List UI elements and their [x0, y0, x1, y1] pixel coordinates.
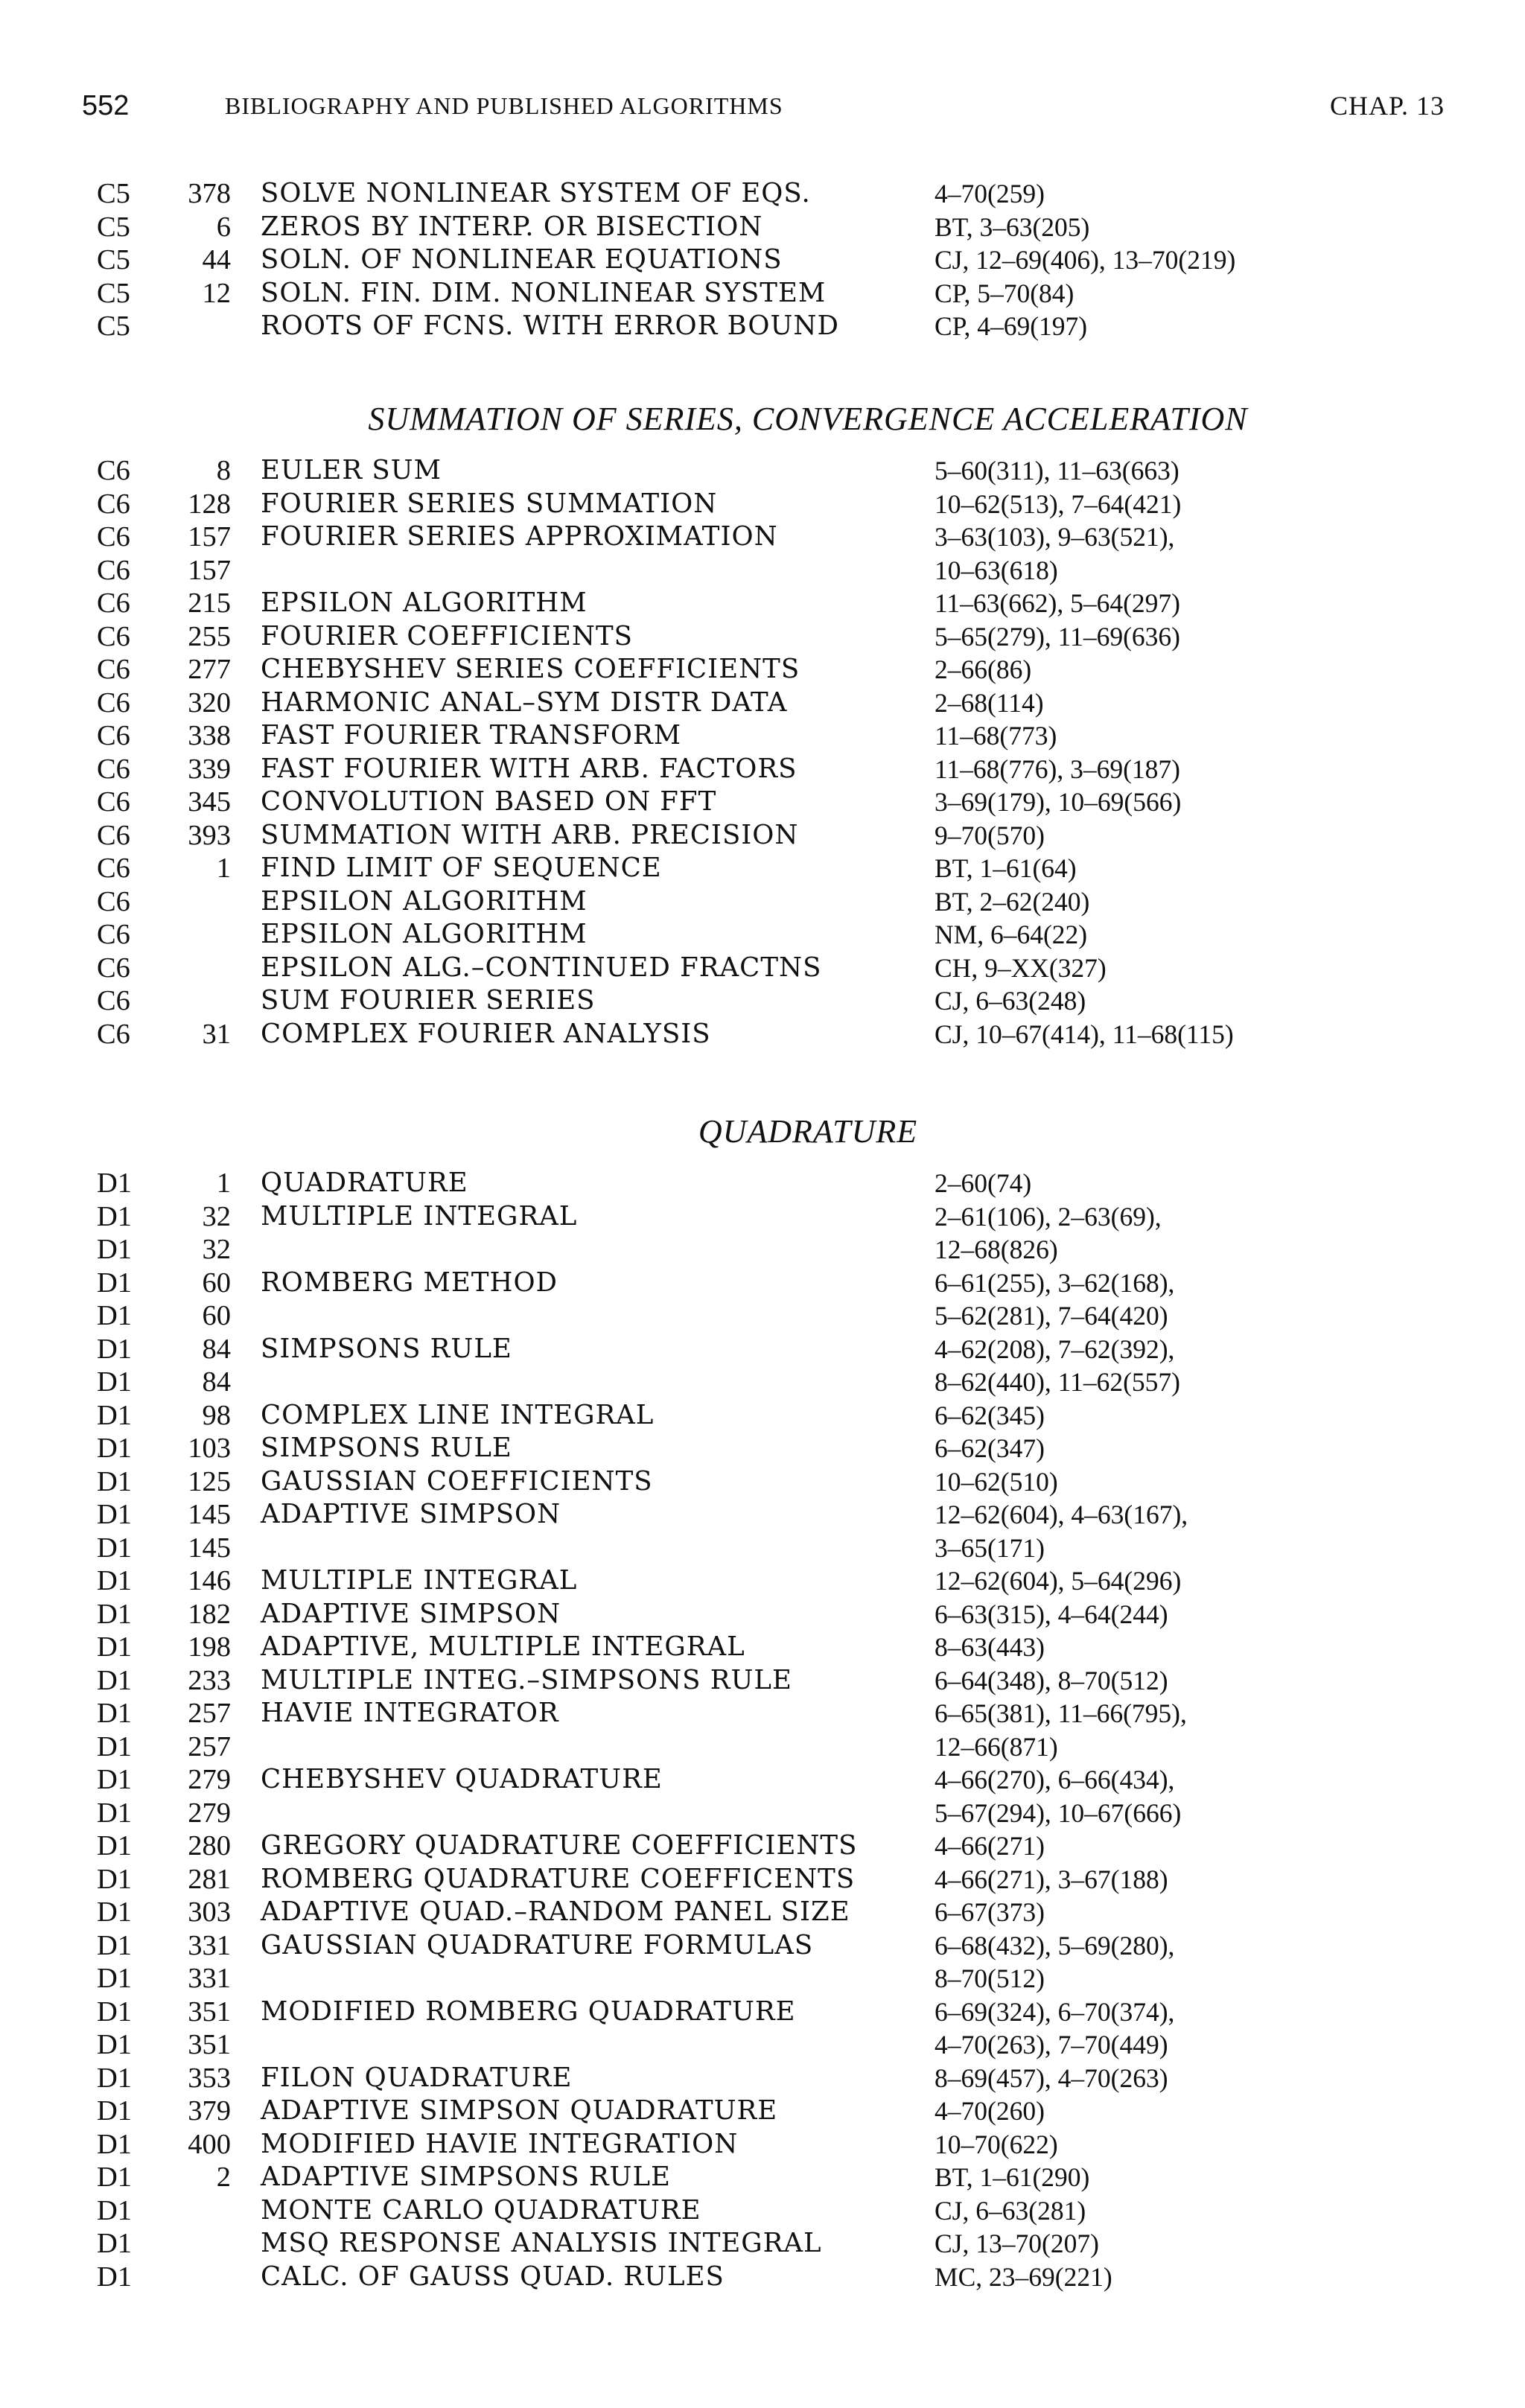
entry-category-code: D1 [97, 1300, 133, 1331]
entry-reference: 11–63(662), 5–64(297) [935, 588, 1180, 618]
entry-category-code: D1 [97, 2062, 133, 2094]
entry-reference: BT, 3–63(205) [935, 211, 1090, 242]
entry-row [97, 277, 1430, 310]
entry-row [97, 687, 1430, 720]
entry-reference: 8–69(457), 4–70(263) [935, 2063, 1168, 2093]
entry-row [97, 211, 1430, 244]
entry-algorithm-number: 233 [188, 1664, 231, 1696]
entry-algorithm-number: 1 [216, 1168, 231, 1199]
entry-category-code: C6 [97, 819, 130, 851]
entry-reference: 6–68(432), 5–69(280), [935, 1930, 1175, 1961]
entry-title: CALC. OF GAUSS QUAD. RULES [261, 2261, 725, 2292]
entry-reference: 10–63(618) [935, 555, 1058, 585]
entry-category-code: D1 [97, 2029, 133, 2060]
entry-reference: 2–68(114) [935, 687, 1044, 718]
entry-algorithm-number: 400 [188, 2128, 231, 2160]
entry-reference: 5–67(294), 10–67(666) [935, 1797, 1182, 1828]
entry-category-code: D1 [97, 2194, 133, 2226]
entry-title: EULER SUM [261, 455, 442, 485]
entry-category-code: D1 [97, 1598, 133, 1630]
entry-reference: 11–68(776), 3–69(187) [935, 754, 1180, 784]
entry-algorithm-number: 60 [202, 1300, 231, 1331]
entry-row [97, 1730, 1430, 1764]
entry-row [97, 984, 1430, 1018]
entry-title: FILON QUADRATURE [261, 2062, 573, 2093]
entry-row [97, 1829, 1430, 1863]
section-title-spacer [97, 1150, 1430, 1167]
entry-title: QUADRATURE [261, 1168, 468, 1198]
entry-reference: 6–64(348), 8–70(512) [935, 1665, 1168, 1695]
entry-reference: CJ, 12–69(406), 13–70(219) [935, 245, 1236, 275]
entry-title: SIMPSONS RULE [261, 1433, 512, 1463]
entry-row [97, 1366, 1430, 1399]
entry-algorithm-number: 280 [188, 1830, 231, 1861]
section-nonlinear-systems [97, 177, 1430, 343]
entry-category-code: C5 [97, 310, 130, 342]
entry-algorithm-number: 255 [188, 620, 231, 652]
entry-algorithm-number: 31 [202, 1018, 231, 1050]
entry-title: SUM FOURIER SERIES [261, 985, 596, 1016]
entry-row [97, 1929, 1430, 1963]
entry-reference: 12–62(604), 4–63(167), [935, 1500, 1188, 1529]
chapter-label: CHAP. 13 [1329, 91, 1445, 121]
entry-row [97, 1018, 1430, 1051]
entry-row [97, 1267, 1430, 1300]
entry-category-code: D1 [97, 1499, 133, 1530]
entry-row [97, 243, 1430, 277]
entry-category-code: C6 [97, 554, 130, 586]
entry-category-code: D1 [97, 1730, 133, 1762]
entry-reference: 5–60(311), 11–63(663) [935, 456, 1179, 485]
entry-reference: MC, 23–69(221) [935, 2261, 1112, 2292]
entry-category-code: C6 [97, 786, 130, 818]
entry-category-code: D1 [97, 1830, 133, 1861]
entry-title: CONVOLUTION BASED ON FFT [261, 786, 717, 817]
entry-category-code: D1 [97, 1433, 133, 1464]
entry-algorithm-number: 378 [188, 178, 231, 209]
entry-reference: BT, 2–62(240) [935, 886, 1090, 917]
entry-title: SUMMATION WITH ARB. PRECISION [261, 819, 799, 850]
entry-reference: 3–65(171) [935, 1532, 1045, 1563]
entry-title: SOLVE NONLINEAR SYSTEM OF EQS. [261, 178, 811, 208]
entry-title: ADAPTIVE SIMPSONS RULE [261, 2162, 671, 2192]
entry-reference: 3–69(179), 10–69(566) [935, 787, 1182, 817]
entry-reference: 8–62(440), 11–62(557) [935, 1367, 1180, 1397]
entry-row [97, 819, 1430, 853]
entry-row [97, 885, 1430, 919]
entry-reference: 2–60(74) [935, 1168, 1032, 1198]
entry-category-code: D1 [97, 1200, 133, 1232]
entry-reference: 9–70(570) [935, 820, 1045, 850]
entry-row [97, 2062, 1430, 2095]
entry-reference: 8–63(443) [935, 1632, 1045, 1662]
entry-title: MULTIPLE INTEGRAL [261, 1200, 578, 1232]
entry-reference: 5–62(281), 7–64(420) [935, 1301, 1168, 1331]
page-number: 552 [82, 90, 130, 121]
entry-algorithm-number: 198 [188, 1631, 231, 1663]
entry-category-code: D1 [97, 1465, 133, 1497]
entry-algorithm-number: 257 [188, 1698, 231, 1729]
entry-row [97, 1863, 1430, 1896]
entry-reference: 3–63(103), 9–63(521), [935, 522, 1175, 552]
entry-reference: 10–70(622) [935, 2129, 1058, 2159]
entry-algorithm-number: 320 [188, 687, 231, 719]
entry-category-code: D1 [97, 1698, 133, 1729]
entry-title: COMPLEX LINE INTEGRAL [261, 1399, 655, 1430]
entry-reference: 4–70(263), 7–70(449) [935, 2030, 1168, 2060]
entry-row [97, 786, 1430, 819]
entry-category-code: C6 [97, 985, 130, 1016]
entry-algorithm-number: 157 [188, 521, 231, 552]
entry-reference: 10–62(513), 7–64(421) [935, 488, 1182, 519]
entry-algorithm-number: 1 [216, 853, 231, 884]
entry-category-code: D1 [97, 1234, 133, 1265]
entry-reference: 12–66(871) [935, 1731, 1058, 1762]
entry-algorithm-number: 2 [216, 2162, 231, 2193]
entry-row [97, 1299, 1430, 1333]
entry-title: ROMBERG QUADRATURE COEFFICENTS [261, 1863, 856, 1894]
entry-algorithm-number: 32 [202, 1200, 231, 1232]
entry-reference: 4–66(270), 6–66(434), [935, 1765, 1175, 1794]
entry-reference: 6–61(255), 3–62(168), [935, 1267, 1175, 1298]
entry-row [97, 1598, 1430, 1631]
entry-algorithm-number: 351 [188, 2029, 231, 2060]
entry-reference: 10–62(510) [935, 1466, 1058, 1497]
entry-title: FIND LIMIT OF SEQUENCE [261, 853, 662, 883]
entry-reference: 6–65(381), 11–66(795), [935, 1698, 1187, 1728]
entry-category-code: D1 [97, 1664, 133, 1696]
entry-reference: 12–68(826) [935, 1235, 1058, 1264]
entry-row [97, 1532, 1430, 1565]
entry-reference: NM, 6–64(22) [935, 920, 1088, 949]
entry-category-code: D1 [97, 1963, 133, 1994]
entry-title: HARMONIC ANAL–SYM DISTR DATA [261, 687, 788, 718]
entry-category-code: D1 [97, 1333, 133, 1365]
entry-category-code: C6 [97, 587, 130, 619]
entry-reference: 4–70(259) [935, 179, 1045, 208]
entry-reference: 4–66(271), 3–67(188) [935, 1864, 1168, 1894]
entry-title: ADAPTIVE QUAD.–RANDOM PANEL SIZE [261, 1896, 850, 1927]
running-title: BIBLIOGRAPHY AND PUBLISHED ALGORITHMS [225, 92, 783, 119]
entry-algorithm-number: 331 [188, 1963, 231, 1994]
entry-title: MULTIPLE INTEGRAL [261, 1565, 578, 1596]
entry-row [97, 2028, 1430, 2062]
entry-row [97, 1564, 1430, 1598]
entry-title: HAVIE INTEGRATOR [261, 1698, 559, 1728]
entry-algorithm-number: 303 [188, 1896, 231, 1928]
entry-algorithm-number: 12 [202, 277, 231, 309]
entry-algorithm-number: 8 [216, 455, 231, 486]
section-title: QUADRATURE [698, 1113, 918, 1150]
entry-row [97, 719, 1430, 753]
entry-algorithm-number: 393 [188, 819, 231, 851]
entry-row [97, 1432, 1430, 1465]
entry-category-code: C5 [97, 277, 130, 309]
entry-row [97, 1697, 1430, 1730]
entry-algorithm-number: 6 [216, 211, 231, 243]
entry-category-code: C5 [97, 178, 130, 209]
entry-category-code: C6 [97, 919, 130, 950]
entry-reference: 6–67(373) [935, 1897, 1045, 1927]
entry-title: CHEBYSHEV SERIES COEFFICIENTS [261, 654, 800, 684]
entry-algorithm-number: 146 [188, 1565, 231, 1596]
entry-category-code: D1 [97, 2162, 133, 2193]
entry-algorithm-number: 281 [188, 1863, 231, 1895]
entry-category-code: C6 [97, 853, 130, 884]
entry-reference: CJ, 6–63(248) [935, 986, 1086, 1016]
entry-title: SIMPSONS RULE [261, 1333, 512, 1364]
entry-title: ADAPTIVE SIMPSON [261, 1598, 561, 1629]
entry-reference: CP, 4–69(197) [935, 311, 1088, 341]
entry-row [97, 2227, 1430, 2261]
entry-reference: 6–62(347) [935, 1433, 1045, 1463]
entry-reference: CJ, 6–63(281) [935, 2195, 1086, 2226]
entry-category-code: C6 [97, 687, 130, 719]
entry-category-code: D1 [97, 1565, 133, 1596]
entry-algorithm-number: 215 [188, 587, 231, 619]
entry-title: MSQ RESPONSE ANALYSIS INTEGRAL [261, 2228, 822, 2258]
entry-algorithm-number: 44 [202, 244, 231, 275]
entry-reference: 12–62(604), 5–64(296) [935, 1566, 1182, 1596]
entry-reference: CJ, 10–67(414), 11–68(115) [935, 1019, 1234, 1049]
entry-algorithm-number: 157 [188, 554, 231, 586]
entry-reference: 2–66(86) [935, 654, 1032, 684]
entry-category-code: C6 [97, 654, 130, 685]
section-quadrature [97, 1113, 1430, 2293]
entry-category-code: D1 [97, 1797, 133, 1829]
entry-title: GAUSSIAN COEFFICIENTS [261, 1465, 653, 1497]
entry-title: ADAPTIVE SIMPSON [261, 1499, 561, 1529]
entry-title: FAST FOURIER WITH ARB. FACTORS [261, 753, 797, 784]
entry-row [97, 1631, 1430, 1664]
entry-reference: CP, 5–70(84) [935, 278, 1074, 308]
section-title-spacer [97, 438, 1430, 454]
entry-row [97, 177, 1430, 211]
entry-algorithm-number: 103 [188, 1433, 231, 1464]
entry-row [97, 918, 1430, 952]
entry-row [97, 1763, 1430, 1797]
entry-row [97, 520, 1430, 554]
entry-category-code: D1 [97, 1863, 133, 1895]
entry-category-code: D1 [97, 1267, 133, 1299]
running-header [82, 83, 1445, 128]
entry-category-code: C6 [97, 620, 130, 652]
entry-title: COMPLEX FOURIER ANALYSIS [261, 1018, 711, 1049]
entry-reference: 4–66(271) [935, 1831, 1045, 1861]
entry-row [97, 310, 1430, 343]
entry-category-code: C6 [97, 521, 130, 552]
entry-category-code: D1 [97, 2228, 133, 2259]
entry-title: ADAPTIVE SIMPSON QUADRATURE [261, 2095, 778, 2126]
entry-row [97, 2261, 1430, 2294]
entry-category-code: D1 [97, 1168, 133, 1199]
entry-title: SOLN. OF NONLINEAR EQUATIONS [261, 244, 783, 275]
entry-row [97, 488, 1430, 521]
entry-title: GAUSSIAN QUADRATURE FORMULAS [261, 1929, 814, 1961]
entry-reference: 4–62(208), 7–62(392), [935, 1334, 1175, 1364]
entry-title: FOURIER SERIES APPROXIMATION [261, 521, 778, 552]
entry-algorithm-number: 98 [202, 1399, 231, 1431]
entry-row [97, 1962, 1430, 1995]
entry-algorithm-number: 351 [188, 1995, 231, 2028]
entry-reference: CH, 9–XX(327) [935, 952, 1107, 983]
entry-category-code: C5 [97, 211, 130, 243]
entry-reference: 11–68(773) [935, 721, 1057, 751]
entry-title: MONTE CARLO QUADRATURE [261, 2194, 701, 2226]
entry-title: SOLN. FIN. DIM. NONLINEAR SYSTEM [261, 277, 827, 308]
entry-category-code: C6 [97, 1018, 130, 1050]
entry-title: GREGORY QUADRATURE COEFFICIENTS [261, 1830, 858, 1861]
entry-algorithm-number: 338 [188, 720, 231, 751]
entry-row [97, 1399, 1430, 1433]
entry-algorithm-number: 60 [202, 1267, 231, 1299]
entry-reference: BT, 1–61(290) [935, 2162, 1090, 2192]
entry-title: MODIFIED HAVIE INTEGRATION [261, 2128, 739, 2159]
entry-row [97, 1167, 1430, 1200]
entry-title: FOURIER SERIES SUMMATION [261, 488, 718, 519]
entry-algorithm-number: 84 [202, 1333, 231, 1365]
entry-algorithm-number: 84 [202, 1366, 231, 1398]
entry-row [97, 1896, 1430, 1929]
entry-title: ZEROS BY INTERP. OR BISECTION [261, 211, 763, 242]
entry-algorithm-number: 257 [188, 1730, 231, 1762]
entry-reference: 4–70(260) [935, 2096, 1045, 2126]
entry-category-code: C6 [97, 720, 130, 751]
entry-algorithm-number: 145 [188, 1499, 231, 1530]
entry-algorithm-number: 125 [188, 1465, 231, 1497]
entry-title: ROMBERG METHOD [261, 1267, 558, 1298]
entry-algorithm-number: 331 [188, 1929, 231, 1961]
entry-row [97, 454, 1430, 488]
entry-row [97, 2128, 1430, 2162]
entry-reference: BT, 1–61(64) [935, 853, 1077, 883]
entry-category-code: D1 [97, 2095, 133, 2127]
entry-category-code: C6 [97, 753, 130, 785]
entry-algorithm-number: 128 [188, 488, 231, 520]
entry-category-code: C6 [97, 885, 130, 917]
entry-category-code: D1 [97, 1399, 133, 1431]
entry-category-code: D1 [97, 1929, 133, 1961]
entry-row [97, 554, 1430, 587]
entry-row [97, 1333, 1430, 1366]
entry-title: MULTIPLE INTEG.–SIMPSONS RULE [261, 1664, 792, 1695]
entry-category-code: D1 [97, 1764, 133, 1795]
entry-row [97, 753, 1430, 786]
entry-reference: CJ, 13–70(207) [935, 2229, 1099, 2258]
entry-reference: 6–69(324), 6–70(374), [935, 1996, 1175, 2027]
entry-category-code: D1 [97, 1995, 133, 2028]
section-summation-of-series [97, 401, 1430, 1051]
entry-category-code: D1 [97, 2128, 133, 2160]
entry-algorithm-number: 353 [188, 2062, 231, 2094]
entry-title: ADAPTIVE, MULTIPLE INTEGRAL [261, 1631, 745, 1662]
entry-algorithm-number: 279 [188, 1764, 231, 1795]
entry-row [97, 587, 1430, 620]
entry-category-code: D1 [97, 1896, 133, 1928]
entry-algorithm-number: 277 [188, 654, 231, 685]
entry-title: FOURIER COEFFICIENTS [261, 620, 633, 652]
entry-title: FAST FOURIER TRANSFORM [261, 720, 682, 751]
entry-title: EPSILON ALGORITHM [261, 885, 588, 917]
entry-title: EPSILON ALGORITHM [261, 587, 588, 618]
entry-category-code: C6 [97, 952, 130, 984]
entry-reference: 8–70(512) [935, 1963, 1045, 1993]
entry-title: ROOTS OF FCNS. WITH ERROR BOUND [261, 310, 839, 341]
entry-algorithm-number: 279 [188, 1797, 231, 1829]
entry-title: CHEBYSHEV QUADRATURE [261, 1764, 663, 1794]
entry-algorithm-number: 32 [202, 1234, 231, 1265]
entry-title: MODIFIED ROMBERG QUADRATURE [261, 1995, 796, 2027]
entry-algorithm-number: 145 [188, 1532, 231, 1564]
entry-algorithm-number: 345 [188, 786, 231, 818]
entry-reference: 5–65(279), 11–69(636) [935, 621, 1180, 652]
entry-reference: 6–63(315), 4–64(244) [935, 1599, 1168, 1629]
entry-category-code: D1 [97, 1366, 133, 1398]
entry-row [97, 1664, 1430, 1698]
entry-category-code: D1 [97, 1631, 133, 1663]
entry-category-code: C6 [97, 488, 130, 520]
entry-row [97, 1465, 1430, 1499]
entry-row [97, 1233, 1430, 1267]
entry-row [97, 2095, 1430, 2128]
entry-reference: 2–61(106), 2–63(69), [935, 1201, 1162, 1232]
entry-category-code: D1 [97, 1532, 133, 1564]
entry-category-code: C5 [97, 244, 130, 275]
entry-row [97, 952, 1430, 985]
section-title: SUMMATION OF SERIES, CONVERGENCE ACCELERATION [368, 401, 1248, 437]
entry-row [97, 1995, 1430, 2029]
entry-row [97, 653, 1430, 687]
entry-algorithm-number: 339 [188, 753, 231, 785]
entry-reference: 6–62(345) [935, 1400, 1045, 1430]
entry-row [97, 620, 1430, 654]
entry-row [97, 852, 1430, 885]
entry-category-code: D1 [97, 2261, 133, 2293]
entry-row [97, 2161, 1430, 2194]
entry-algorithm-number: 182 [188, 1598, 231, 1630]
entry-title: EPSILON ALGORITHM [261, 919, 588, 949]
entry-row [97, 1200, 1430, 1234]
entry-title: EPSILON ALG.–CONTINUED FRACTNS [261, 952, 822, 983]
entry-algorithm-number: 379 [188, 2095, 231, 2127]
entry-row [97, 1498, 1430, 1532]
entry-row [97, 1797, 1430, 1830]
entry-category-code: C6 [97, 455, 130, 486]
entry-row [97, 2194, 1430, 2228]
